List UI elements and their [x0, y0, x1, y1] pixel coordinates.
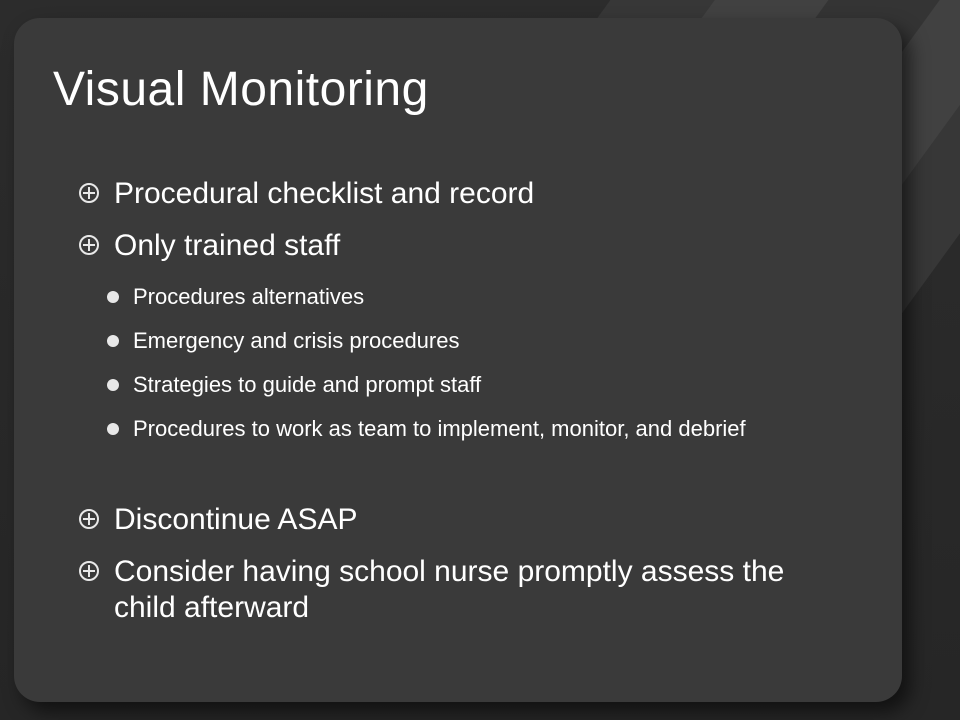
bullet-text: Consider having school nurse promptly assess the child afterward [114, 555, 785, 624]
dot-bullet-icon [107, 291, 119, 303]
circled-cross-bullet-icon [78, 508, 100, 530]
dot-bullet-icon [107, 335, 119, 347]
bullet-text: Only trained staff [114, 229, 341, 262]
sub-bullet-text: Strategies to guide and prompt staff [133, 372, 482, 397]
sub-bullet-item [107, 326, 827, 356]
sub-bullet-item [107, 282, 827, 312]
sub-bullet-text: Procedures to work as team to implement, monitor, and debrief [133, 416, 746, 441]
circled-cross-bullet-icon [78, 234, 100, 256]
bullet-item [78, 502, 878, 538]
bullet-item [78, 176, 878, 212]
bullet-item [78, 554, 808, 626]
sub-bullet-item [107, 370, 827, 400]
sub-bullet-text: Procedures alternatives [133, 284, 365, 309]
dot-bullet-icon [107, 379, 119, 391]
dot-bullet-icon [107, 423, 119, 435]
sub-bullet-text: Emergency and crisis procedures [133, 328, 460, 353]
slide-title: Visual Monitoring [53, 63, 429, 116]
sub-bullet-item [107, 414, 797, 444]
circled-cross-bullet-icon [78, 182, 100, 204]
bullet-text: Procedural checklist and record [114, 177, 535, 210]
circled-cross-bullet-icon [78, 560, 100, 582]
bullet-item [78, 228, 878, 264]
bullet-text: Discontinue ASAP [114, 503, 358, 536]
